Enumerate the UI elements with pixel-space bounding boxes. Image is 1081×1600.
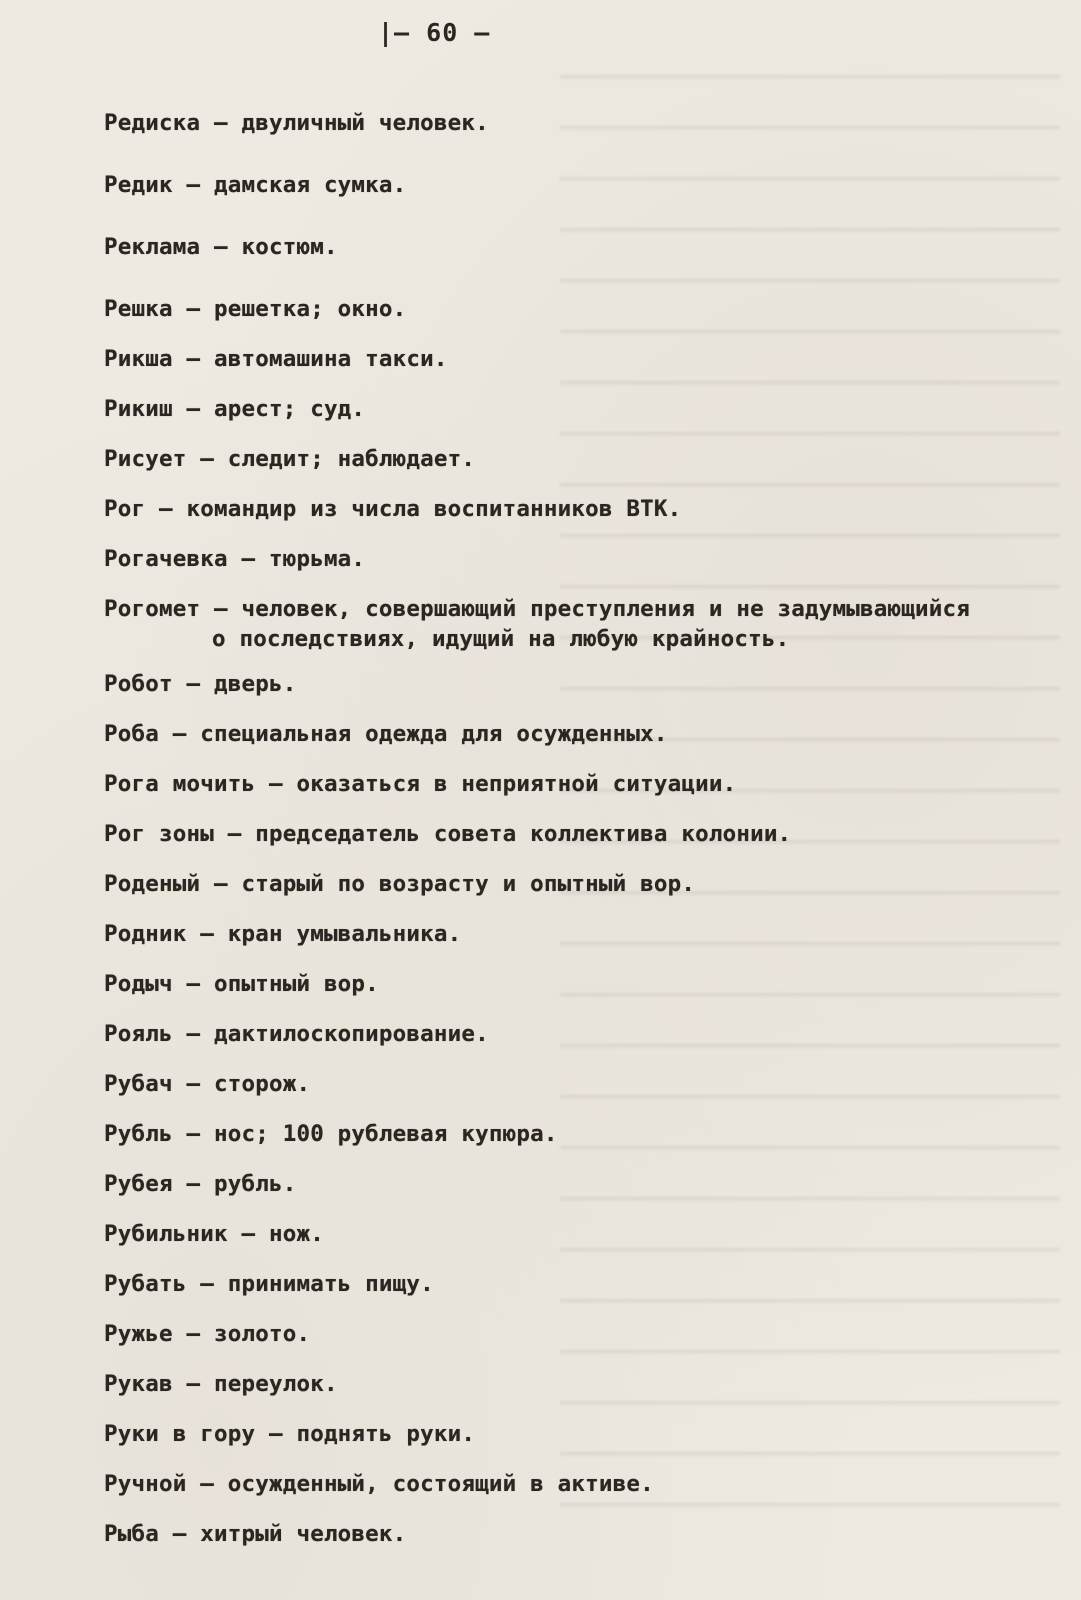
glossary-entry: Редиска – двуличный человек. [104,110,489,136]
glossary-entry: Решка – решетка; окно. [104,296,407,322]
glossary-entry: Руки в гору – поднять руки. [104,1421,476,1447]
glossary-entry: Рубать – принимать пищу. [104,1271,434,1297]
glossary-entry: Рубея – рубль. [104,1171,297,1197]
entry-continuation-line: о последствиях, идущий на любую крайность. [212,626,790,652]
glossary-entry: Ручной – осужденный, состоящий в активе. [104,1471,654,1497]
glossary-entry: Рог – командир из числа воспитанников ВТК. [104,496,682,522]
entry-first-line: Рогомет – человек, совершающий преступления и не задумывающийся [104,596,971,622]
glossary-entry: Рукав – переулок. [104,1371,338,1397]
glossary-entry: Родник – кран умывальника. [104,921,462,947]
glossary-entry: Реклама – костюм. [104,234,338,260]
glossary-entry: Рисует – следит; наблюдает. [104,446,476,472]
glossary-entry: Рога мочить – оказаться в неприятной ситуации. [104,771,737,797]
glossary-entry: Роденый – старый по возрасту и опытный вор. [104,871,696,897]
glossary-entry: Рикша – автомашина такси. [104,346,448,372]
glossary-entry-multiline [104,594,970,654]
glossary-entry: Родыч – опытный вор. [104,971,379,997]
glossary-entry: Рикиш – арест; суд. [104,396,366,422]
glossary-entry: Редик – дамская сумка. [104,172,407,198]
page-number: |– 60 – [378,18,491,47]
glossary-entry: Рубач – сторож. [104,1071,311,1097]
glossary-entry: Рогачевка – тюрьма. [104,546,366,572]
glossary-entry: Ружье – золото. [104,1321,311,1347]
glossary-entry: Рог зоны – председатель совета коллектива колонии. [104,821,792,847]
glossary-entry: Роба – специальная одежда для осужденных. [104,721,668,747]
glossary-entry: Рубильник – нож. [104,1221,324,1247]
glossary-entry: Рыба – хитрый человек. [104,1521,407,1547]
glossary-entry: Робот – дверь. [104,671,297,697]
glossary-entry: Рояль – дактилоскопирование. [104,1021,489,1047]
glossary-entry: Рубль – нос; 100 рублевая купюра. [104,1121,558,1147]
